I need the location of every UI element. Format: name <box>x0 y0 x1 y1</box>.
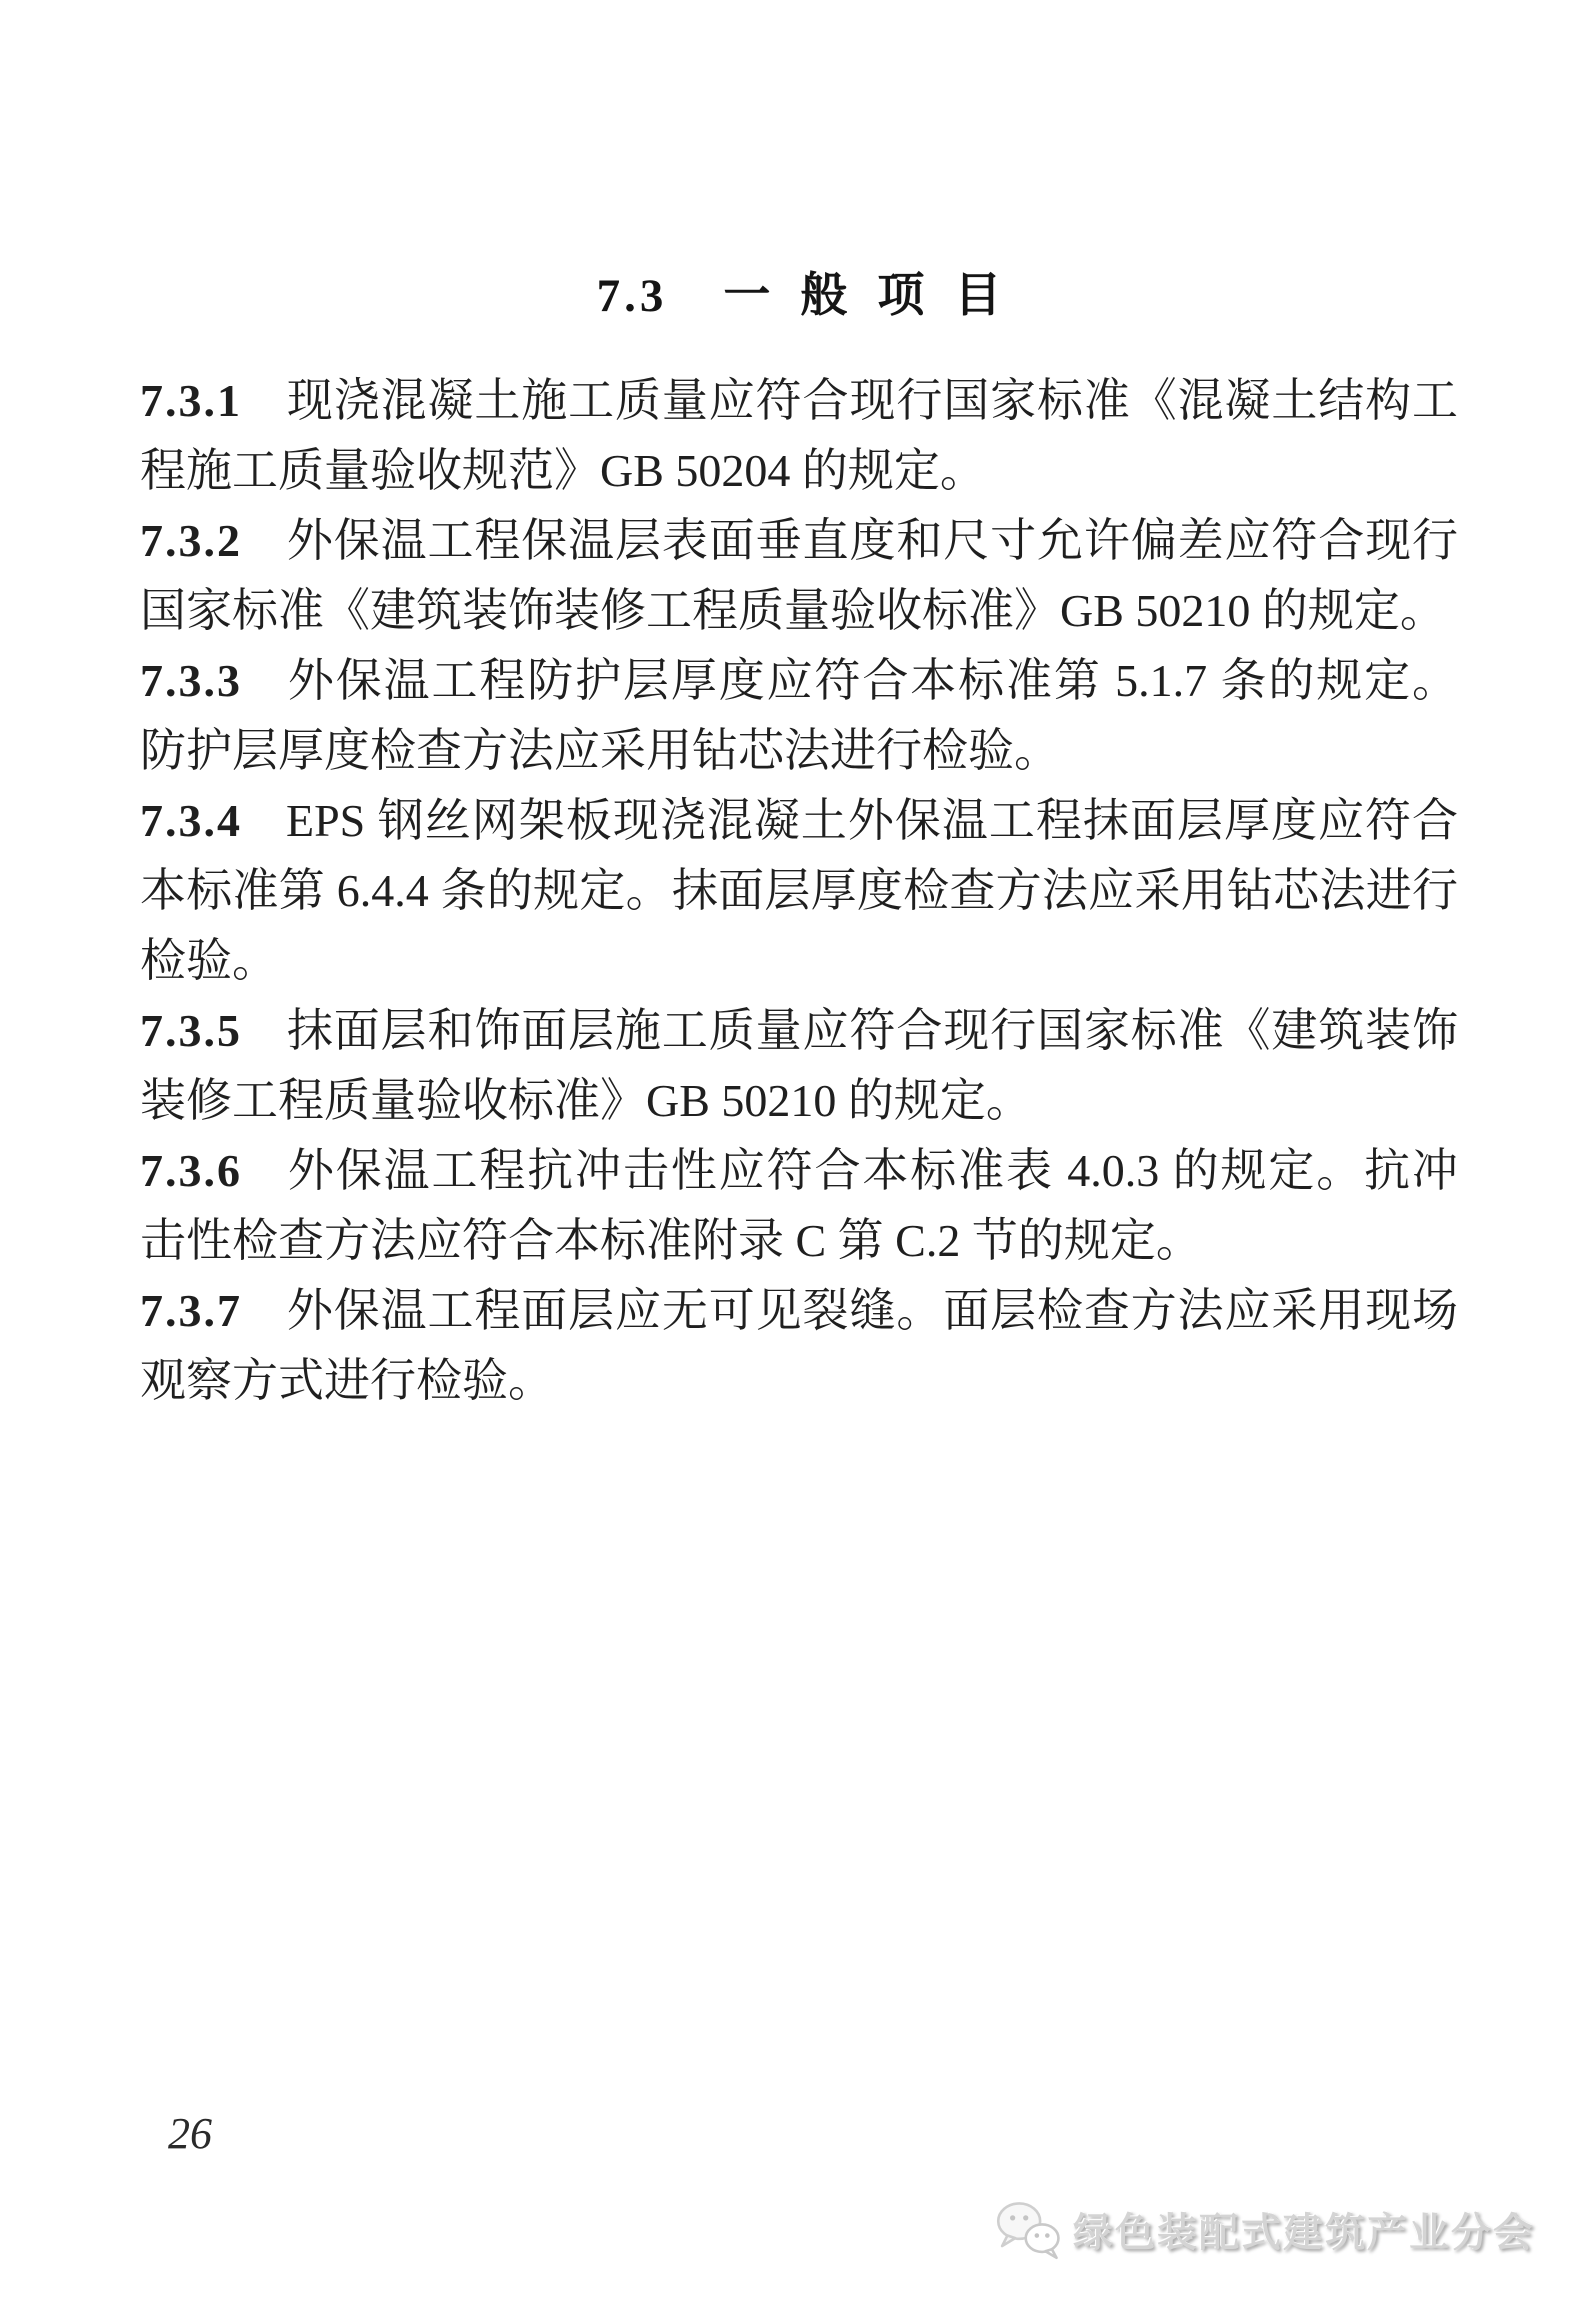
clause-text: EPS 钢丝网架板现浇混凝土外保温工程抹面层厚度应符合本标准第 6.4.4 条的规定。抹面层厚度检查方法应采用钻芯法进行检验。 <box>140 795 1458 986</box>
clause-number: 7.3.1 <box>140 375 242 426</box>
clause-7-3-4 <box>140 786 1458 996</box>
section-title <box>140 266 1458 326</box>
clause-number: 7.3.5 <box>140 1005 242 1056</box>
clause-number: 7.3.4 <box>140 795 242 846</box>
clause-7-3-6 <box>140 1136 1458 1276</box>
section-title-text: 一般项目 <box>723 270 1032 322</box>
clause-7-3-5 <box>140 996 1458 1136</box>
clause-text: 外保温工程面层应无可见裂缝。面层检查方法应采用现场观察方式进行检验。 <box>140 1285 1458 1406</box>
clause-text: 现浇混凝土施工质量应符合现行国家标准《混凝土结构工程施工质量验收规范》GB 50204 的规定。 <box>140 375 1458 496</box>
page-content <box>140 266 1458 1416</box>
clause-text: 外保温工程保温层表面垂直度和尺寸允许偏差应符合现行国家标准《建筑装饰装修工程质量验收标准》GB 50210 的规定。 <box>140 515 1458 636</box>
clause-text: 抹面层和饰面层施工质量应符合现行国家标准《建筑装饰装修工程质量验收标准》GB 50210 的规定。 <box>140 1005 1458 1126</box>
clause-number: 7.3.7 <box>140 1285 242 1336</box>
wechat-logo-icon <box>993 2196 1065 2262</box>
clause-7-3-3 <box>140 646 1458 786</box>
section-number: 7.3 <box>596 270 668 322</box>
clause-7-3-7 <box>140 1276 1458 1416</box>
watermark-text: 绿色装配式建筑产业分会 <box>1073 2210 1535 2255</box>
clause-7-3-1 <box>140 366 1458 506</box>
clause-number: 7.3.2 <box>140 515 242 566</box>
clause-text: 外保温工程防护层厚度应符合本标准第 5.1.7 条的规定。防护层厚度检查方法应采用钻芯法进行检验。 <box>140 655 1458 776</box>
clause-text: 外保温工程抗冲击性应符合本标准表 4.0.3 的规定。抗冲击性检查方法应符合本标准附录 C 第 C.2 节的规定。 <box>140 1145 1458 1266</box>
watermark <box>993 2196 1535 2262</box>
clause-7-3-2 <box>140 506 1458 646</box>
page-number: 26 <box>168 2109 212 2158</box>
clause-number: 7.3.6 <box>140 1145 242 1196</box>
clause-number: 7.3.3 <box>140 655 242 706</box>
